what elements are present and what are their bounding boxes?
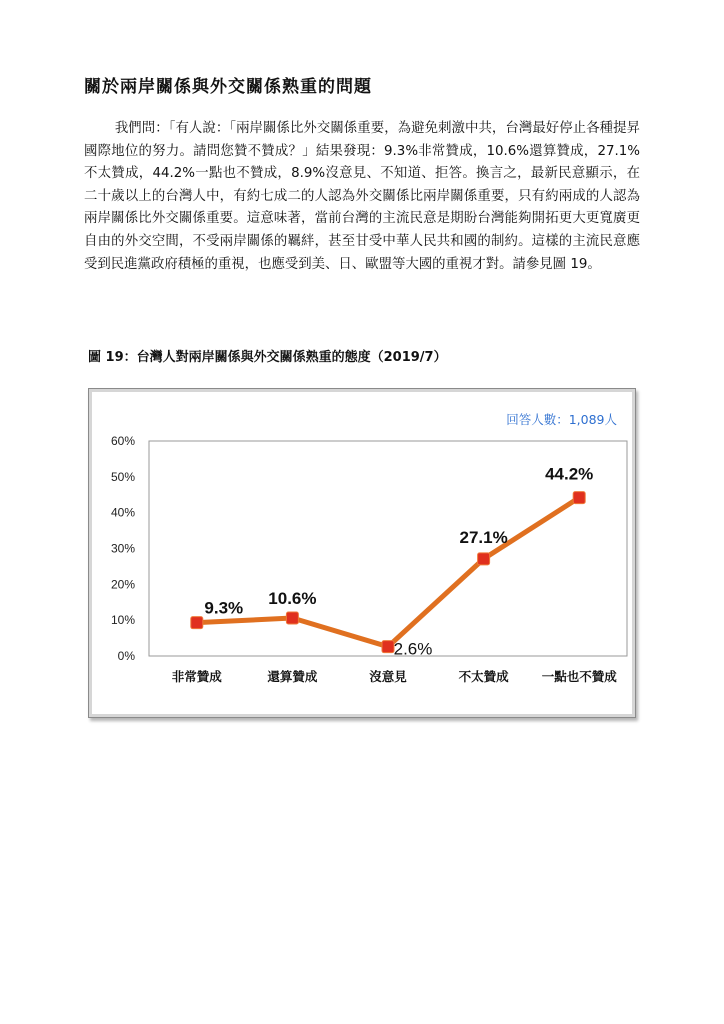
data-point-marker (573, 492, 585, 504)
y-tick-label: 60% (110, 434, 135, 448)
line-chart (89, 389, 637, 719)
y-tick-label: 10% (110, 613, 135, 628)
x-category-label: 非常贊成 (171, 669, 222, 684)
figure-caption: 圖 19：台灣人對兩岸關係與外交關係熟重的態度（2019/7） (88, 350, 447, 365)
series-line (197, 498, 579, 647)
section-title: 關於兩岸關係與外交關係熟重的問題 (84, 77, 372, 97)
respondents-annotation: 回答人數：1,089人 (506, 412, 617, 427)
x-category-label: 還算贊成 (267, 669, 318, 684)
data-point-marker (382, 641, 394, 653)
data-label: 27.1% (459, 527, 508, 547)
y-tick-label: 40% (110, 505, 135, 520)
data-point-marker (478, 553, 490, 565)
data-label: 2.6% (393, 639, 433, 659)
data-label: 9.3% (204, 598, 244, 618)
data-point-marker (191, 617, 203, 629)
y-tick-label: 20% (110, 577, 135, 592)
y-tick-label: 30% (110, 541, 135, 556)
body-paragraph: 我們問：「有人說：「兩岸關係比外交關係重要，為避免刺激中共，台灣最好停止各種提昇國際地位的努力。請問您贊不贊成？」結果發現：9.3%非常贊成，10.6%還算贊成，27.1%不太贊成，44.2%一點也不贊成，8.9%沒意見、不知道、拒答。換言之，最新民意顯示，在二十歲以上的台灣人中，有約七成二的人認為外交關係比兩岸關係重要，只有約兩成的人認為兩岸關係比外交關係重要。這意味著，當前台灣的主流民意是期盼台灣能夠開拓更大更寬廣更自由的外交空間，不受兩岸關係的羈絆，甚至甘受中華人民共和國的制約。這樣的主流民意應受到民進黨政府積極的重視，也應受到美、日、歐盟等大國的重視才對。請參見圖 19。 (84, 121, 640, 272)
x-category-label: 一點也不贊成 (541, 669, 617, 684)
chart-frame (88, 388, 636, 718)
x-category-label: 不太贊成 (458, 669, 509, 684)
data-point-marker (286, 612, 298, 624)
data-label: 10.6% (268, 589, 317, 609)
data-label: 44.2% (545, 464, 594, 484)
y-tick-label: 0% (117, 649, 135, 663)
x-category-label: 沒意見 (369, 669, 407, 684)
y-tick-label: 50% (110, 469, 135, 484)
